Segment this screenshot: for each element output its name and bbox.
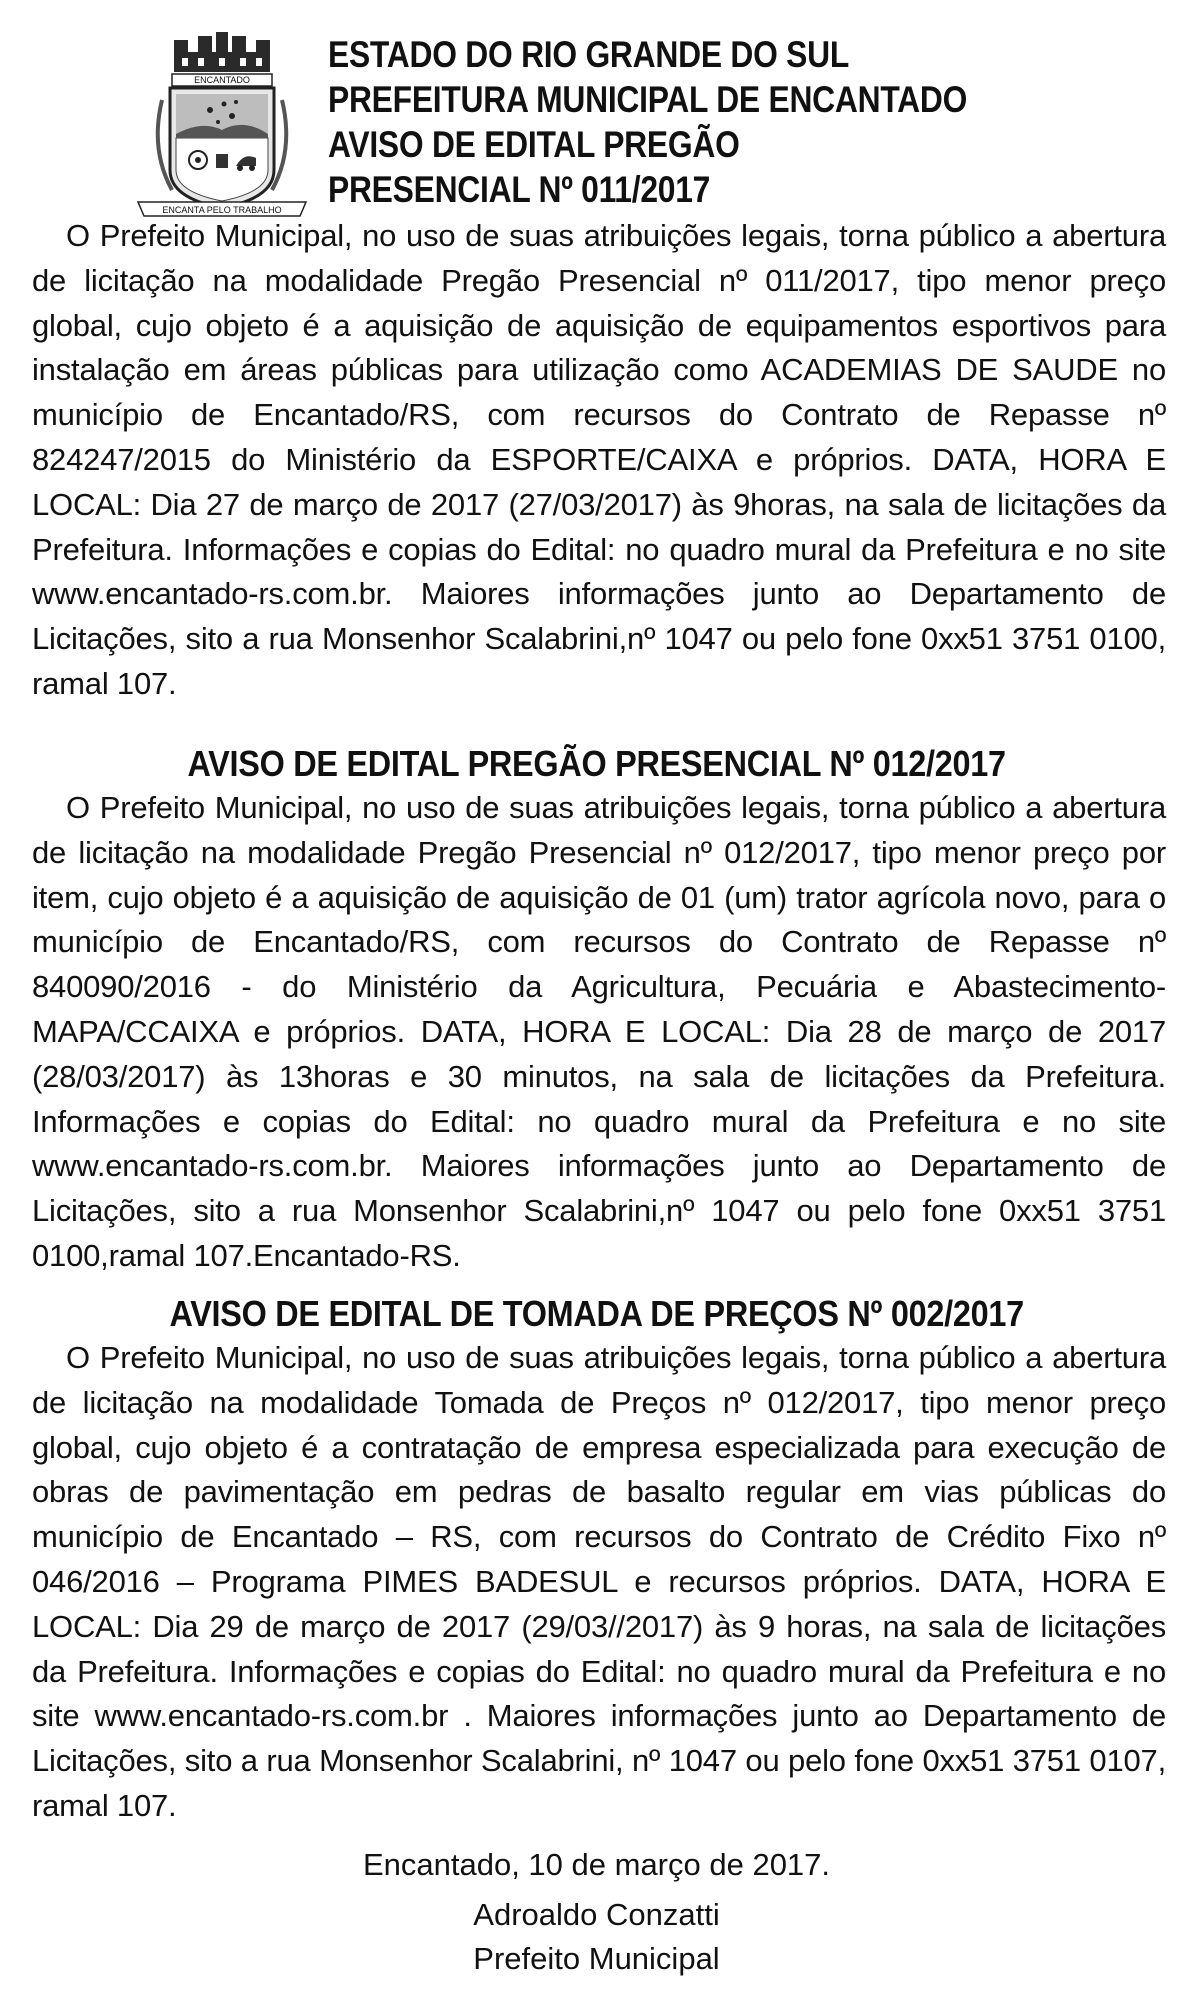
notice-1-body: O Prefeito Municipal, no uso de suas atribuições legais, torna público a abertura de licitação na modalidade Pregão Presencial nº 011/2017, tipo menor preço global, cujo objeto é a aquisição de aquisição de equipamentos esportivos para instalação em áreas públicas para utilização como ACADEMIAS DE SAUDE no município de Encantado/RS, com recursos do Contrato de Repasse nº 824247/2015 do Ministério da ESPORTE/CAIXA e próprios. DATA, HORA E LOCAL: Dia 27 de março de 2017 (27/03/2017) às 9horas, na sala de licitações da Prefeitura. Informações e copias do Edital: no quadro mural da Prefeitura e no site www.encantado-rs.com.br. Maiores informações junto ao Departamento de Licitações, sito a rua Monsenhor Scalabrini,nº 1047 ou pelo fone 0xx51 3751 0100, ramal 107.: [32, 218, 1166, 701]
closing-place-date: Encantado, 10 de março de 2017.: [362, 1847, 831, 1882]
municipal-coat-of-arms-icon: [132, 30, 312, 220]
svg-text:ENCANTA PELO TRABALHO: ENCANTA PELO TRABALHO: [162, 205, 282, 215]
header-prefeitura-line: PREFEITURA MUNICIPAL DE ENCANTADO: [328, 79, 968, 120]
header-notice-line: AVISO DE EDITAL PREGÃO: [328, 124, 740, 165]
header-notice-number-line: PRESENCIAL Nº 011/2017: [328, 169, 711, 210]
notice-3-title: AVISO DE EDITAL DE TOMADA DE PREÇOS Nº 002/2017: [169, 1293, 1024, 1334]
header-state-line: ESTADO DO RIO GRANDE DO SUL: [328, 34, 850, 75]
notice-3-body: O Prefeito Municipal, no uso de suas atribuições legais, torna público a abertura de licitação na modalidade Tomada de Preços nº 012/2017, tipo menor preço global, cujo objeto é a contratação de empresa especializada para execução de obras de pavimentação em pedras de basalto regular em vias públicas do município de Encantado – RS, com recursos do Contrato de Crédito Fixo nº 046/2016 – Programa PIMES BADESUL e recursos próprios. DATA, HORA E LOCAL: Dia 29 de março de 2017 (29/03//2017) às 9 horas, na sala de licitações da Prefeitura. Informações e copias do Edital: no quadro mural da Prefeitura e no site www.encantado-rs.com.br . Maiores informações junto ao Departamento de Licitações, sito a rua Monsenhor Scalabrini, nº 1047 ou pelo fone 0xx51 3751 0107, ramal 107.: [32, 1340, 1166, 1823]
signer-name: Adroaldo Conzatti: [473, 1897, 720, 1932]
svg-text:ENCANTADO: ENCANTADO: [194, 75, 250, 85]
notice-2-body: O Prefeito Municipal, no uso de suas atribuições legais, torna público a abertura de licitação na modalidade Pregão Presencial nº 012/2017, tipo menor preço por item, cujo objeto é a aquisição de aquisição de 01 (um) trator agrícola novo, para o município de Encantado/RS, com recursos do Contrato de Repasse nº 840090/2016 - do Ministério da Agricultura, Pecuária e Abastecimento-MAPA/CCAIXA e próprios. DATA, HORA E LOCAL: Dia 28 de março de 2017 (28/03/2017) às 13horas e 30 minutos, na sala de licitações da Prefeitura. Informações e copias do Edital: no quadro mural da Prefeitura e no site www.encantado-rs.com.br. Maiores informações junto ao Departamento de Licitações, sito a rua Monsenhor Scalabrini,nº 1047 ou pelo fone 0xx51 3751 0100,ramal 107.Encantado-RS.: [32, 790, 1166, 1273]
header-title-block: [328, 32, 1071, 212]
document-header: [132, 30, 1162, 220]
signer-role: Prefeito Municipal: [473, 1941, 720, 1976]
notice-2-title: AVISO DE EDITAL PREGÃO PRESENCIAL Nº 012/2017: [187, 743, 1006, 784]
